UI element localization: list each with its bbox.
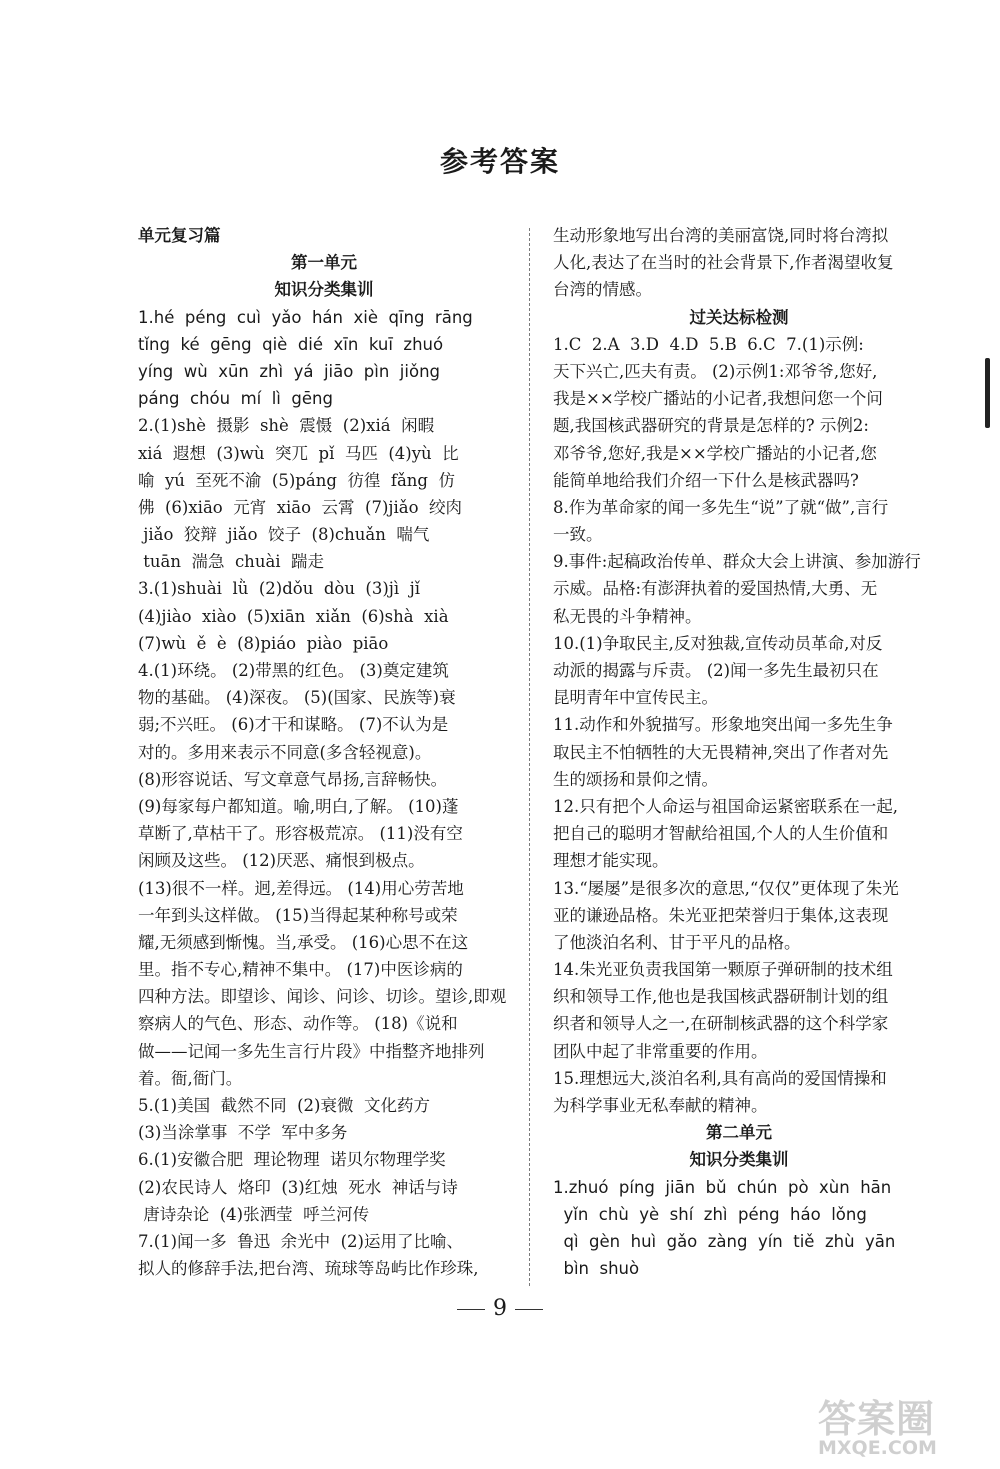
answer-line: 动派的揭露与斥责。 (2)闻一多先生最初只在: [553, 661, 879, 680]
answer-line: 7.(1)闻一多 鲁迅 余光中 (2)运用了比喻、: [138, 1231, 463, 1251]
dash-left: [457, 1309, 485, 1310]
answer-line: 亚的谦逊品格。朱光亚把荣誉归于集体,这表现: [553, 905, 889, 925]
answer-line: xiá 遐想 (3)wù 突兀 pǐ 马匹 (4)yù 比: [138, 443, 459, 463]
answer-line: 天下兴亡,匹夫有责。 (2)示例1:邓爷爷,您好,: [553, 361, 878, 381]
answer-line: 人化,表达了在当时的社会背景下,作者渴望收复: [553, 253, 894, 273]
answer-line: 闲顾及这些。 (12)厌恶、痛恨到极点。: [138, 851, 425, 871]
answer-line: 15.理想远大,淡泊名利,具有高尚的爱国情操和: [553, 1068, 887, 1088]
answer-line: 一致。: [553, 525, 603, 545]
answer-line: 3.(1)shuài lǜ (2)dǒu dòu (3)jì jǐ: [138, 579, 421, 599]
answer-line: 我是××学校广播站的小记者,我想问您一个问: [553, 389, 883, 409]
watermark-site: MXQE.COM: [818, 1437, 937, 1459]
answer-line: 拟人的修辞手法,把台湾、琉球等岛屿比作珍珠,: [138, 1259, 479, 1279]
answer-line: 草断了,草枯干了。形容极荒凉。 (11)没有空: [138, 824, 463, 844]
answer-line: 台湾的情感。: [553, 280, 652, 300]
answer-line: 耀,无须感到惭愧。当,承受。 (16)心思不在这: [138, 932, 469, 952]
answer-line: 生动形象地写出台湾的美丽富饶,同时将台湾拟: [553, 226, 889, 245]
answer-line: 理想才能实现。: [553, 851, 669, 871]
answer-line: 弱;不兴旺。 (6)才干和谋略。 (7)不认为是: [138, 715, 449, 735]
page-number-text: 9: [493, 1296, 507, 1321]
answer-line: 对的。多用来表示不同意(多含轻视意)。: [138, 742, 432, 762]
answer-line: 能简单地给我们介绍一下什么是核武器吗?: [553, 470, 859, 490]
answer-line: (8)形容说话、写文章意气昂扬,言辞畅快。: [138, 769, 448, 789]
answer-line: 生的颂扬和景仰之情。: [553, 769, 718, 789]
answer-line: 11.动作和外貌描写。形象地突出闻一多先生争: [553, 715, 893, 735]
section-heading: 知识分类集训: [689, 1150, 789, 1170]
answer-line: 6.(1)安徽合肥 理论物理 诺贝尔物理学奖: [138, 1150, 446, 1170]
answer-line: (2)农民诗人 烙印 (3)红烛 死水 神话与诗: [138, 1177, 458, 1197]
answer-line: 织者和领导人之一,在研制核武器的这个科学家: [553, 1014, 889, 1034]
answer-line: 8.作为革命家的闻一多先生“说”了就“做”,言行: [553, 497, 889, 517]
margin-mark: [985, 358, 990, 428]
answer-line: 织和领导工作,他也是我国核武器研制计划的组: [553, 987, 889, 1007]
answer-line: 13.“屡屡”是很多次的意思,“仅仅”更体现了朱光: [553, 878, 899, 898]
answer-line: 了他淡泊名利、甘于平凡的品格。: [553, 932, 801, 952]
answer-line: 着。衙,衙门。: [138, 1068, 243, 1088]
answer-line: bìn shuò: [553, 1259, 640, 1279]
answer-line: 12.只有把个人命运与祖国命运紧密联系在一起,: [553, 796, 898, 816]
answer-line: 邓爷爷,您好,我是××学校广播站的小记者,您: [553, 443, 877, 463]
answer-line: 1.C 2.A 3.D 4.D 5.B 6.C 7.(1)示例:: [553, 334, 864, 354]
page-title: 参考答案: [439, 145, 560, 178]
answer-line: (9)每家每户都知道。喻,明白,了解。 (10)蓬: [138, 796, 459, 816]
watermark-brand: 答案圈: [818, 1397, 936, 1441]
answer-line: 4.(1)环绕。 (2)带黑的红色。 (3)奠定建筑: [138, 661, 449, 680]
answer-line: 示威。品格:有澎湃执着的爱国热情,大勇、无: [553, 579, 878, 599]
answer-line: 昆明青年中宣传民主。: [553, 688, 718, 708]
answer-line: 1.hé péng cuì yǎo hán xiè qīng rāng: [138, 307, 473, 327]
answer-line: tǐng ké gēng qiè dié xīn kuī zhuó: [138, 334, 444, 354]
answer-line: 唐诗杂论 (4)张洒莹 呼兰河传: [138, 1204, 370, 1224]
right-column: [553, 222, 925, 1282]
answer-line: 5.(1)美国 截然不同 (2)衰微 文化药方: [138, 1096, 430, 1115]
answer-line: 把自己的聪明才智献给祖国,个人的人生价值和: [553, 824, 889, 844]
answer-line: 为科学事业无私奉献的精神。: [553, 1096, 768, 1115]
page-number: [0, 1296, 1000, 1321]
answer-line: 佛 (6)xiāo 元宵 xiāo 云霄 (7)jiǎo 绞肉: [138, 497, 463, 517]
answer-line: jiǎo 狡辩 jiǎo 饺子 (8)chuǎn 喘气: [138, 525, 430, 545]
answer-line: 喻 yú 至死不渝 (5)páng 彷徨 fǎng 仿: [138, 470, 455, 490]
answer-line: 10.(1)争取民主,反对独裁,宣传动员革命,对反: [553, 633, 883, 653]
answer-line: páng chóu mí lì gēng: [138, 389, 333, 409]
answer-line: (3)当涂掌事 不学 军中多务: [138, 1123, 348, 1143]
dash-right: [515, 1309, 543, 1310]
answer-line: (4)jiào xiào (5)xiān xiǎn (6)shà xià: [138, 606, 449, 626]
answer-line: 题,我国核武器研究的背景是怎样的? 示例2:: [553, 416, 869, 436]
answer-line: 里。指不专心,精神不集中。 (17)中医诊病的: [138, 960, 463, 980]
watermark-logo: [818, 1388, 968, 1458]
section-heading: 过关达标检测: [689, 307, 789, 327]
answer-line: yíng wù xūn zhì yá jiāo pìn jiǒng: [138, 361, 441, 381]
section-heading: 第二单元: [706, 1123, 772, 1143]
answer-line: 1.zhuó píng jiān bǔ chún pò xùn hān: [553, 1177, 892, 1197]
column-divider: [529, 228, 530, 1286]
answer-line: yǐn chù yè shí zhì péng háo lǒng: [553, 1204, 867, 1224]
answer-line: 物的基础。 (4)深夜。 (5)(国家、民族等)衰: [138, 688, 456, 708]
section-heading: 单元复习篇: [138, 226, 221, 245]
section-heading: 知识分类集训: [274, 280, 374, 300]
answer-line: 一年到头这样做。 (15)当得起某种称号或荣: [138, 905, 458, 925]
answer-line: 四种方法。即望诊、闻诊、问诊、切诊。望诊,即观: [138, 987, 507, 1007]
section-heading: 第一单元: [291, 253, 357, 273]
answer-line: 团队中起了非常重要的作用。: [553, 1041, 768, 1061]
answer-line: 2.(1)shè 摄影 shè 震慑 (2)xiá 闲暇: [138, 416, 435, 436]
answer-line: 做——记闻一多先生言行片段》中指整齐地排列: [138, 1041, 485, 1061]
answer-line: 9.事件:起稿政治传单、群众大会上讲演、参加游行: [553, 552, 921, 572]
answer-line: 取民主不怕牺牲的大无畏精神,突出了作者对先: [553, 742, 889, 762]
answer-line: 14.朱光亚负责我国第一颗原子弹研制的技术组: [553, 960, 893, 980]
answer-line: (7)wù ě è (8)piáo piào piāo: [138, 633, 389, 653]
answer-line: (13)很不一样。迥,差得远。 (14)用心劳苦地: [138, 878, 464, 898]
left-column: [138, 222, 510, 1282]
answer-line: qì gèn huì gǎo zàng yín tiě zhù yān: [553, 1231, 896, 1251]
answer-line: tuān 湍急 chuài 踹走: [138, 552, 325, 572]
answer-line: 私无畏的斗争精神。: [553, 606, 702, 626]
answer-line: 察病人的气色、形态、动作等。 (18)《说和: [138, 1014, 458, 1034]
